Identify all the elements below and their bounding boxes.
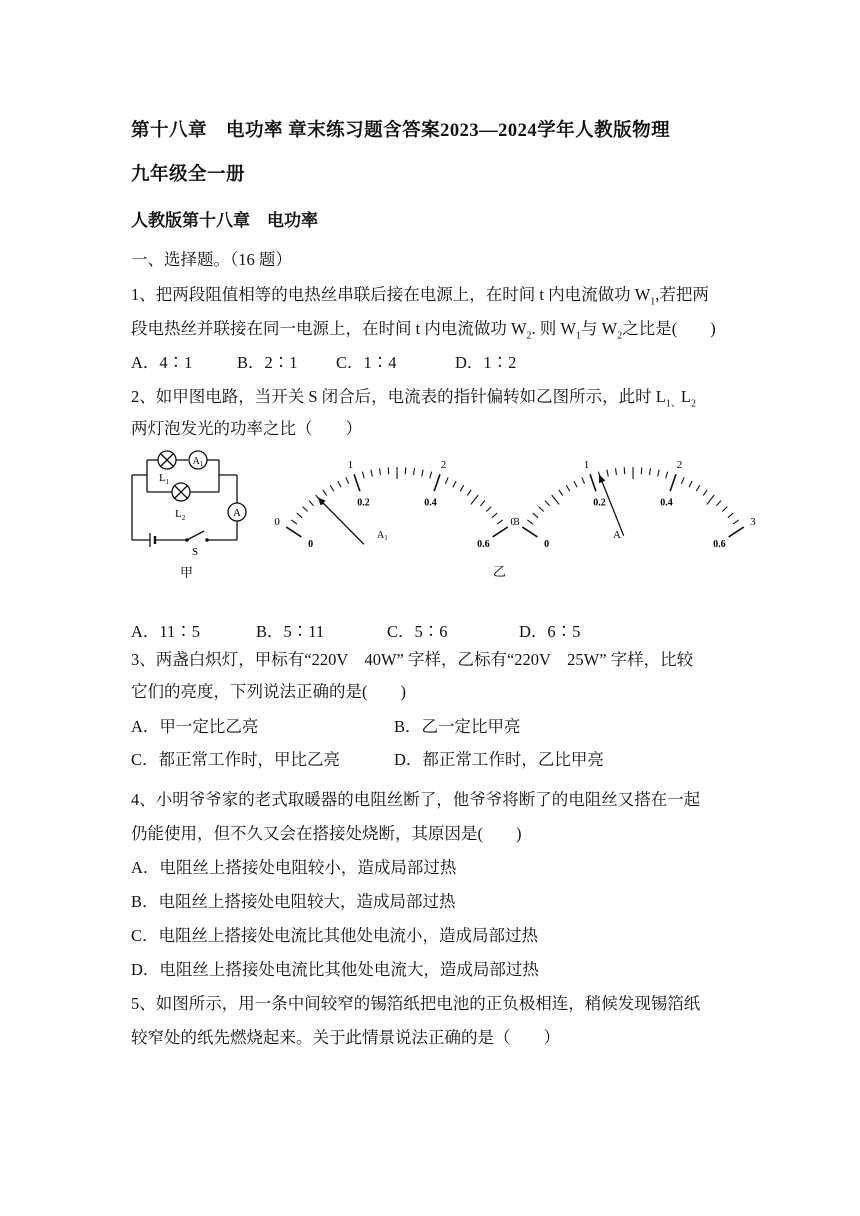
meter2-tick [522,527,537,537]
meter1-tick [354,474,360,491]
meter1-inner-label: 0.6 [477,538,490,550]
meter2-tick [582,477,585,483]
q3-option-c: C．都正常工作时，甲比乙亮 [131,750,341,769]
q2-option-c: C．5∶6 [387,622,448,641]
meter1-tick [497,520,503,524]
meter2-tick [689,481,692,487]
meter2-needle-head [599,475,605,484]
meter2-tick [574,481,577,487]
q1-stem-line2: 段电热丝并联接在同一电源上，在时间 t 内电流做功 $W_2$. 则 $W_1$与 $W_2$之比是( ) [131,319,716,342]
ammeter-figure [265,432,756,592]
l2-label: $L_2$ [175,508,186,522]
q3-stem-line2: 它们的亮度，下列说法正确的是( ) [131,682,406,701]
meter1-outer-label: 2 [440,458,447,471]
circuit-diagram [122,440,262,585]
ammeter-a1-dial [274,459,520,550]
a-meter-label: A [233,507,241,519]
meter1-tick [467,490,471,496]
meter2-outer-label: 0 [510,516,516,529]
meter2-tick [666,472,668,479]
q3-option-d: D．都正常工作时，乙比甲亮 [394,750,604,769]
q2-option-d: D．6∶5 [519,622,581,641]
meter2-inner-label: 0.4 [660,497,673,509]
q5-stem-line1: 5、如图所示，用一条中间较窄的锡箔纸把电池的正负极相连，稍候发现锡箔纸 [131,994,701,1013]
meter1-inner-label: 0.4 [424,497,437,509]
q4-stem-line1: 4、小明爷爷家的老式取暖器的电阻丝断了，他爷爷将断了的电阻丝又搭在一起 [131,790,701,809]
meter1-inner-label: 0.2 [357,497,370,509]
q1-option-b: B．2∶1 [237,353,298,372]
switch-label: S [192,546,199,558]
meter1-tick [471,495,478,504]
meter1-tick [371,470,372,477]
meter2-tick [681,477,684,483]
l1-label: $L_1$ [159,472,170,486]
meter1-tick [422,470,423,477]
meter2-tick [539,507,544,512]
meter1-tick [434,474,440,491]
meter2-tick [729,527,744,537]
meter2-tick [533,513,538,518]
meter2-tick [733,520,739,524]
q4-option-d: D．电阻丝上搭接处电流比其他处电流大，造成局部过热 [131,960,539,979]
meter2-tick [607,470,608,477]
meter1-tick [330,485,334,491]
q1-option-c: C．1∶4 [336,353,397,372]
meter1-tick [338,481,341,487]
meter1-tick [493,527,508,537]
meter2-tick [707,495,714,504]
meter2-tick [722,507,727,512]
meter2-tick [716,501,721,506]
meter2-tick [670,474,676,491]
meter2-inner-label: 0 [544,538,550,550]
meter2-tick [650,468,651,475]
meter2-inner-label: 0.6 [713,538,726,550]
meter1-tick [346,477,349,483]
meter2-outer-label: 1 [583,458,590,471]
meter1-tick [414,468,415,475]
figure-label-yi: 乙 [493,564,507,579]
meter1-tick [453,481,456,487]
meter1-tick [445,477,448,483]
q2-stem-line1: 2、如甲图电路，当开关 S 闭合后，电流表的指针偏转如乙图所示，此时 $L_{1、}L_2$ [131,387,696,410]
meter1-outer-label: 3 [514,516,520,529]
meter1-tick [362,472,364,479]
meter2-tick [545,501,550,506]
meter2-tick [728,513,733,518]
meter1-outer-label: 1 [347,458,354,471]
document-title-line1: 第十八章 电功率 章末练习题含答案2023—2024学年人教版物理 [131,121,671,141]
q4-stem-line2: 仍能使用，但不久又会在搭接处烧断，其原因是( ) [131,824,522,843]
q5-stem-line2: 较窄处的纸先燃烧起来。关于此情景说法正确的是（ ） [131,1028,560,1047]
meter1-tick [480,501,485,506]
meter1-inner-label: 0 [308,538,314,550]
meter2-tick [616,468,617,475]
q1-option-a: A．4∶1 [131,353,193,372]
q3-stem-line1: 3、两盏白炽灯，甲标有“220V 40W” 字样，乙标有“220V 25W” 字样，比较 [131,650,694,669]
meter2-tick [566,485,570,491]
q2-option-a: A．11∶5 [131,622,201,641]
meter1-tick [291,520,297,524]
meter1-tick [486,507,491,512]
meter1-name: $A_1$ [377,530,388,542]
q2-option-b: B．5∶11 [256,622,325,641]
meter2-outer-label: 2 [676,458,683,471]
meter1-tick [286,527,301,537]
meter1-tick [303,507,308,512]
q1-option-d: D．1∶2 [455,353,517,372]
q3-option-b: B．乙一定比甲亮 [394,717,521,736]
q3-option-a: A．甲一定比乙亮 [131,717,259,736]
a1-meter-label: $A_1$ [192,456,204,468]
meter1-tick [430,472,432,479]
meter2-inner-label: 0.2 [593,497,606,509]
meter2-tick [658,470,659,477]
meter2-name: A [613,529,621,541]
meter2-tick [696,485,700,491]
chapter-heading: 人教版第十八章 电功率 [131,211,318,230]
q4-option-b: B．电阻丝上搭接处电阻较大，造成局部过热 [131,892,456,911]
q1-stem-line1: 1、把两段阻值相等的电热丝串联后接在电源上，在时间 t 内电流做功 $W_1$,若把两 [131,285,709,308]
meter2-tick [703,490,707,496]
meter2-tick [552,495,559,504]
figure-label-jia: 甲 [180,565,194,580]
meter1-tick [323,490,327,496]
meter2-tick [590,474,596,491]
meter1-tick [492,513,497,518]
section-heading: 一、选择题。（16 题） [131,250,292,269]
q4-option-c: C．电阻丝上搭接处电流比其他处电流小，造成局部过热 [131,926,539,945]
meter1-tick [297,513,302,518]
meter2-tick [527,520,533,524]
meter1-tick [309,501,314,506]
q4-option-a: A．电阻丝上搭接处电阻较小，造成局部过热 [131,858,457,877]
document-title-line2: 九年级全一册 [131,165,246,185]
meter1-tick [460,485,464,491]
meter2-tick [559,490,563,496]
ammeter-a-dial [510,459,756,550]
meter2-outer-label: 3 [750,516,756,529]
meter1-outer-label: 0 [274,516,280,529]
q2-stem-line2: 两灯泡发光的功率之比（ ） [131,419,362,438]
meter1-tick [380,468,381,475]
